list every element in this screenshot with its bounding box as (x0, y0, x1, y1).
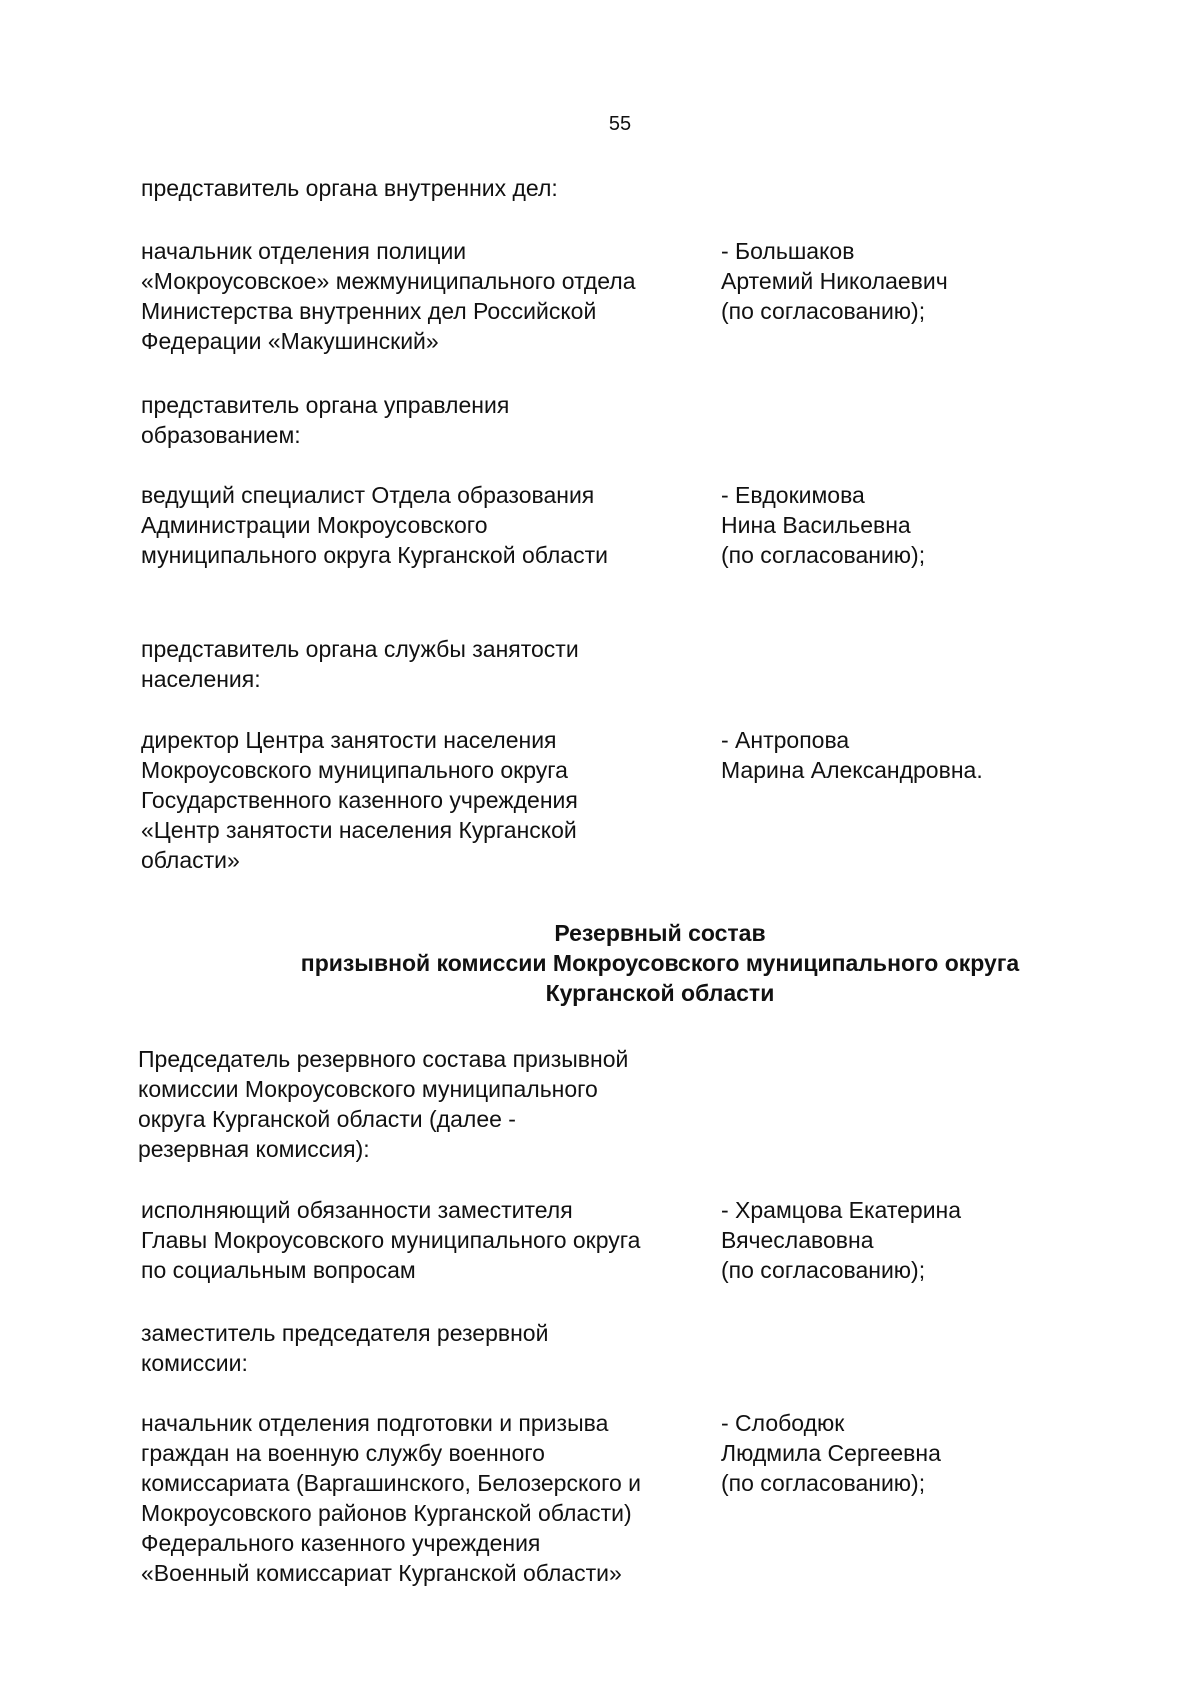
position-text: исполняющий обязанности заместителя Главы Мокроусовского муниципального округа по социальным вопросам (141, 1197, 641, 1283)
position-text: директор Центра занятости населения Мокроусовского муниципального округа Государственного казенного учреждения «Центр занятости населения Курганской области» (141, 727, 578, 873)
member-row-education (141, 480, 1141, 575)
member-row-reserve-chairman (141, 1195, 1141, 1290)
page-number: 55 (608, 113, 632, 135)
heading-reserve-chairman: Председатель резервного состава призывной комиссии Мокроусовского муниципального округа Курганской области (далее - резервная комиссия): (138, 1046, 629, 1162)
person-name: - Храмцова Екатерина Вячеславовна (по согласованию); (721, 1197, 962, 1283)
person-name: - Евдокимова Нина Васильевна (по согласованию); (721, 482, 926, 568)
member-row-internal-affairs (141, 236, 1141, 361)
person-name: - Большаков Артемий Николаевич (по согласованию); (721, 238, 948, 324)
member-row-employment (141, 725, 1141, 880)
heading-education: представитель органа управления образованием: (141, 392, 510, 448)
heading-employment: представитель органа службы занятости населения: (141, 636, 579, 692)
member-row-reserve-deputy (141, 1408, 1141, 1593)
person-name: - Антропова Марина Александровна. (721, 727, 983, 783)
position-text: начальник отделения полиции «Мокроусовское» межмуниципального отдела Министерства внутренних дел Российской Федерации «Макушинский» (141, 238, 636, 354)
reserve-section-title: Резервный состав призывной комиссии Мокроусовского муниципального округа Курганской области (300, 920, 1020, 1006)
position-text: ведущий специалист Отдела образования Администрации Мокроусовского муниципального округа Курганской области (141, 482, 608, 568)
heading-reserve-deputy: заместитель председателя резервной комиссии: (141, 1320, 549, 1376)
position-text: начальник отделения подготовки и призыва граждан на военную службу военного комиссариата (Варгашинского, Белозерского и Мокроусовского районов Курганской области) Федерального казенного учреждения «Военный комиссариат Курганской области» (141, 1410, 642, 1586)
person-name: - Слободюк Людмила Сергеевна (по согласованию); (721, 1410, 941, 1496)
heading-internal-affairs: представитель органа внутренних дел: (141, 175, 558, 201)
